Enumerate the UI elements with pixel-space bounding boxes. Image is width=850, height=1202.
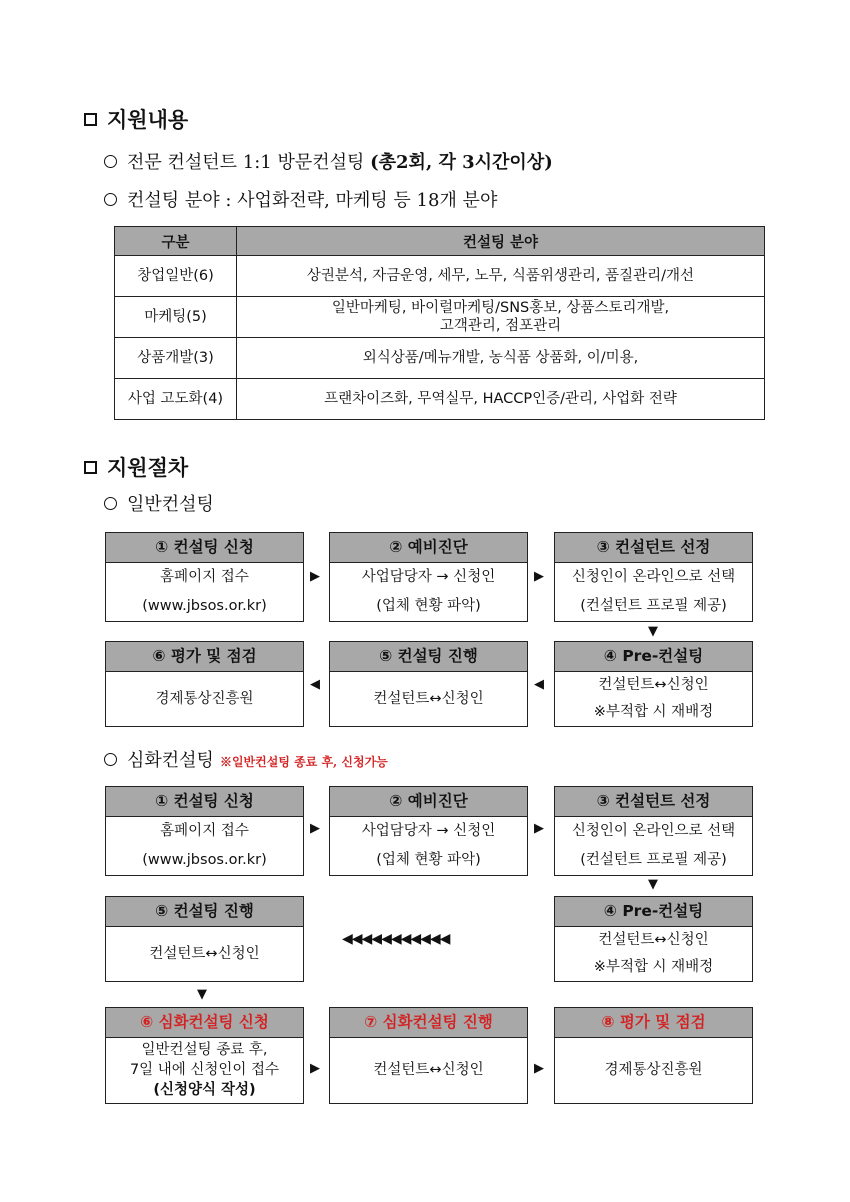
table-cell-fields: 외식상품/메뉴개발, 농식품 상품화, 이/미용, <box>237 338 765 379</box>
table-row <box>115 297 765 338</box>
general-step-2: ② 예비진단 사업담당자 → 신청인 (업체 현황 파악) <box>329 532 528 622</box>
right-arrow-icon: ▶ <box>310 1061 320 1076</box>
table-header: 컨설팅 분야 <box>237 227 765 256</box>
right-arrow-icon: ▶ <box>534 569 544 584</box>
general-step-6: ⑥ 평가 및 점검 경제통상진흥원 <box>105 641 304 727</box>
left-arrow-icon: ◀ <box>310 677 320 692</box>
intensive-step-5: ⑤ 컨설팅 진행 컨설턴트↔신청인 <box>105 896 304 982</box>
table-row <box>115 338 765 379</box>
general-step-1: ① 컨설팅 신청 홈페이지 접수 (www.jbsos.or.kr) <box>105 532 304 622</box>
square-bullet-icon <box>84 113 97 126</box>
intensive-step-8: ⑧ 평가 및 점검 경제통상진흥원 <box>554 1007 753 1104</box>
intensive-step-4: ④ Pre-컨설팅 컨설턴트↔신청인 ※부적합 시 재배정 <box>554 896 753 982</box>
intensive-step-7: ⑦ 심화컨설팅 진행 컨설턴트↔신청인 <box>329 1007 528 1104</box>
bullet-consulting-type: 전문 컨설턴트 1:1 방문컨설팅 (총2회, 각 3시간이상) <box>104 148 553 174</box>
bullet-consulting-fields: 컨설팅 분야 : 사업화전략, 마케팅 등 18개 분야 <box>104 186 497 212</box>
square-bullet-icon <box>84 461 97 474</box>
section-title-support-procedure: 지원절차 <box>84 452 188 482</box>
intensive-step-2: ② 예비진단 사업담당자 → 신청인 (업체 현황 파악) <box>329 786 528 876</box>
down-arrow-icon: ▼ <box>648 877 658 892</box>
right-arrow-icon: ▶ <box>534 1061 544 1076</box>
table-cell-category: 창업일반(6) <box>115 256 237 297</box>
general-step-4: ④ Pre-컨설팅 컨설턴트↔신청인 ※부적합 시 재배정 <box>554 641 753 727</box>
left-arrow-chain-icon: ◀◀◀◀◀◀◀◀◀◀◀ <box>342 931 450 947</box>
table-cell-fields: 일반마케팅, 바이럴마케팅/SNS홍보, 상품스토리개발, 고객관리, 점포관리 <box>237 297 765 338</box>
section-title-support-content: 지원내용 <box>84 104 188 134</box>
table-header-row <box>115 227 765 256</box>
intensive-step-1: ① 컨설팅 신청 홈페이지 접수 (www.jbsos.or.kr) <box>105 786 304 876</box>
right-arrow-icon: ▶ <box>310 569 320 584</box>
intensive-step-6: ⑥ 심화컨설팅 신청 일반컨설팅 종료 후, 7일 내에 신청인이 접수 (신청양식 작성) <box>105 1007 304 1104</box>
table-row <box>115 256 765 297</box>
right-arrow-icon: ▶ <box>534 821 544 836</box>
general-step-5: ⑤ 컨설팅 진행 컨설턴트↔신청인 <box>329 641 528 727</box>
intensive-step-3: ③ 컨설턴트 선정 신청인이 온라인으로 선택 (컨설턴트 프로필 제공) <box>554 786 753 876</box>
consulting-fields-table <box>114 226 765 420</box>
subsection-general-consulting: 일반컨설팅 <box>104 490 214 516</box>
table-cell-fields: 상권분석, 자금운영, 세무, 노무, 식품위생관리, 품질관리/개선 <box>237 256 765 297</box>
circle-bullet-icon <box>104 193 117 206</box>
down-arrow-icon: ▼ <box>197 987 207 1002</box>
left-arrow-icon: ◀ <box>534 677 544 692</box>
table-row <box>115 379 765 420</box>
subsection-intensive-consulting: 심화컨설팅 ※일반컨설팅 종료 후, 신청가능 <box>104 746 388 772</box>
table-cell-fields: 프랜차이즈화, 무역실무, HACCP인증/관리, 사업화 전략 <box>237 379 765 420</box>
table-cell-category: 마케팅(5) <box>115 297 237 338</box>
general-step-3: ③ 컨설턴트 선정 신청인이 온라인으로 선택 (컨설턴트 프로필 제공) <box>554 532 753 622</box>
circle-bullet-icon <box>104 497 117 510</box>
right-arrow-icon: ▶ <box>310 821 320 836</box>
table-header: 구분 <box>115 227 237 256</box>
circle-bullet-icon <box>104 155 117 168</box>
down-arrow-icon: ▼ <box>648 624 658 639</box>
table-cell-category: 상품개발(3) <box>115 338 237 379</box>
table-cell-category: 사업 고도화(4) <box>115 379 237 420</box>
intensive-note: ※일반컨설팅 종료 후, 신청가능 <box>219 755 388 769</box>
circle-bullet-icon <box>104 753 117 766</box>
